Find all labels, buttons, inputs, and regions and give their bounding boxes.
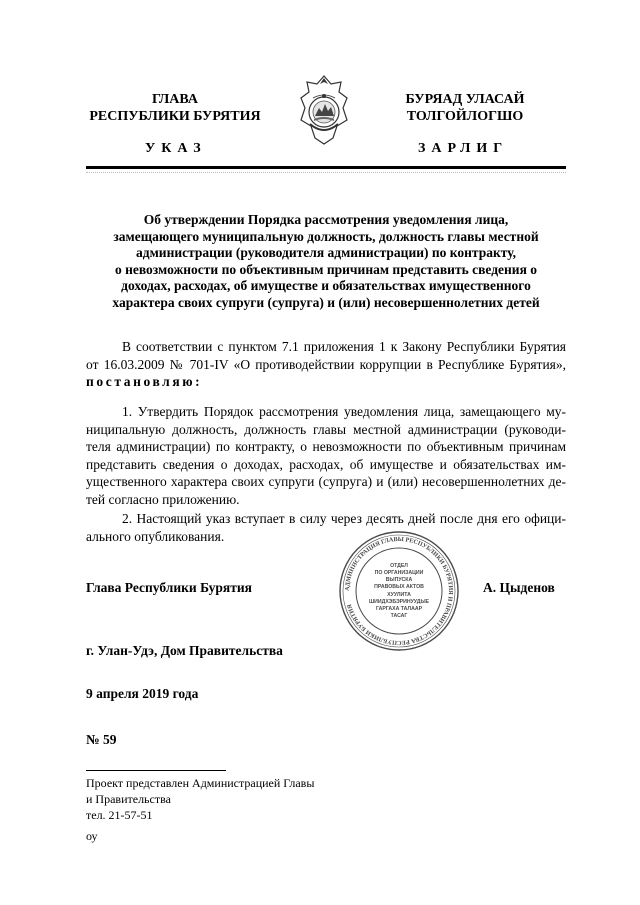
decree-number: № 59 (86, 732, 117, 747)
preamble-line: от 16.03.2009 № 701-IV «О противодействии коррупции в Республике Бурятия», (86, 356, 566, 372)
header-left-title: ГЛАВА (152, 92, 198, 107)
header-left (86, 91, 264, 125)
title-line: доходах, расходах, об имуществе и обязательствах имущественного (121, 278, 531, 294)
svg-text:АДМИНИСТРАЦИЯ ГЛАВЫ РЕСПУБЛИКИ (344, 536, 454, 646)
seal-inner-line: ТАСАГ (390, 613, 408, 619)
title-line: администрации (руководителя администрации) по контракту, (136, 245, 516, 261)
title-line: характера своих супруги (супруга) и (или) несовершеннолетних детей (112, 294, 540, 310)
item-1-paragraph (86, 403, 566, 509)
item-1-line: представить сведения о доходах, расходах, об имуществе и обязательствах им- (86, 456, 566, 472)
official-seal-stamp (337, 529, 461, 653)
decree-title (86, 212, 566, 312)
header-dotted-line (86, 172, 566, 179)
footnote (86, 775, 314, 823)
title-line: замещающего муниципальную должность, должность главы местной (113, 228, 539, 244)
seal-inner-line: ПО ОРГАНИЗАЦИИ (374, 570, 424, 576)
title-line: о невозможности по объективным причинам представить сведения о (114, 261, 538, 277)
preamble-paragraph (86, 338, 566, 391)
resolution-word: постановляю: (86, 374, 203, 390)
header-left-subtitle: РЕСПУБЛИКИ БУРЯТИЯ (89, 109, 261, 124)
signing-date: 9 апреля 2019 года (86, 686, 199, 701)
preamble-line: В соответствии с пунктом 7.1 приложения 1 к Закону Республики Бурятия (122, 339, 566, 354)
footnote-phone: тел. 21-57-51 (86, 808, 153, 822)
signing-place: г. Улан-Удэ, Дом Правительства (86, 643, 283, 658)
signatory-position: Глава Республики Бурятия (86, 580, 252, 595)
item-2-paragraph (86, 510, 566, 545)
decree-label-ru: УКАЗ (145, 141, 207, 156)
seal-inner-line: ОТДЕЛ (390, 563, 408, 569)
item-1-line: тей согласно приложению. (86, 491, 240, 507)
item-1-line: ниципальную должность, должность главы местной администрации (руководи- (86, 421, 566, 437)
header-right-subtitle: ТОЛГОЙЛОГШО (406, 109, 524, 124)
signatory-name: А. Цыденов (483, 580, 555, 595)
seal-inner-line: ХУУЛИТА (387, 592, 411, 598)
item-1-line: ущественного характера своих супруги (супруга) и (или) несовершеннолетних де- (86, 474, 566, 490)
title-line: Об утверждении Порядка рассмотрения уведомления лица, (143, 212, 509, 227)
seal-outer-text: АДМИНИСТРАЦИЯ ГЛАВЫ РЕСПУБЛИКИ БУРЯТИЯ И ПРАВИТЕЛЬСТВА РЕСПУБЛИКИ БУРЯТИЯ (343, 535, 455, 647)
header-divider (86, 166, 566, 169)
decree-label-bua: ЗАРЛИГ (418, 141, 509, 156)
header-right (376, 91, 554, 125)
footnote-line: и Правительства (86, 792, 171, 806)
item-2-line: 2. Настоящий указ вступает в силу через десять дней после дня его офици- (122, 511, 566, 526)
item-2-line: ального опубликования. (86, 528, 225, 544)
seal-inner-line: ПРАВОВЫХ АКТОВ (374, 584, 424, 590)
header-right-title: БУРЯАД УЛАСАЙ (405, 92, 525, 107)
footnote-line: Проект представлен Администрацией Главы (86, 776, 315, 790)
executor-initials: оу (86, 829, 98, 843)
item-1-line: 1. Утвердить Порядок рассмотрения уведомления лица, замещающего му- (122, 404, 566, 419)
item-1-line: теля администрации) по контракту, о невозможности по объективным причинам (86, 439, 566, 455)
coat-of-arms-emblem (297, 74, 351, 148)
seal-inner-line: ШИИДХЭБЭРИНУУДЫЕ (368, 599, 430, 605)
seal-inner-line: ГАРГАХА ТАЛААР (375, 606, 423, 612)
footnote-divider (86, 770, 226, 771)
seal-inner-line: ВЫПУСКА (385, 577, 413, 583)
